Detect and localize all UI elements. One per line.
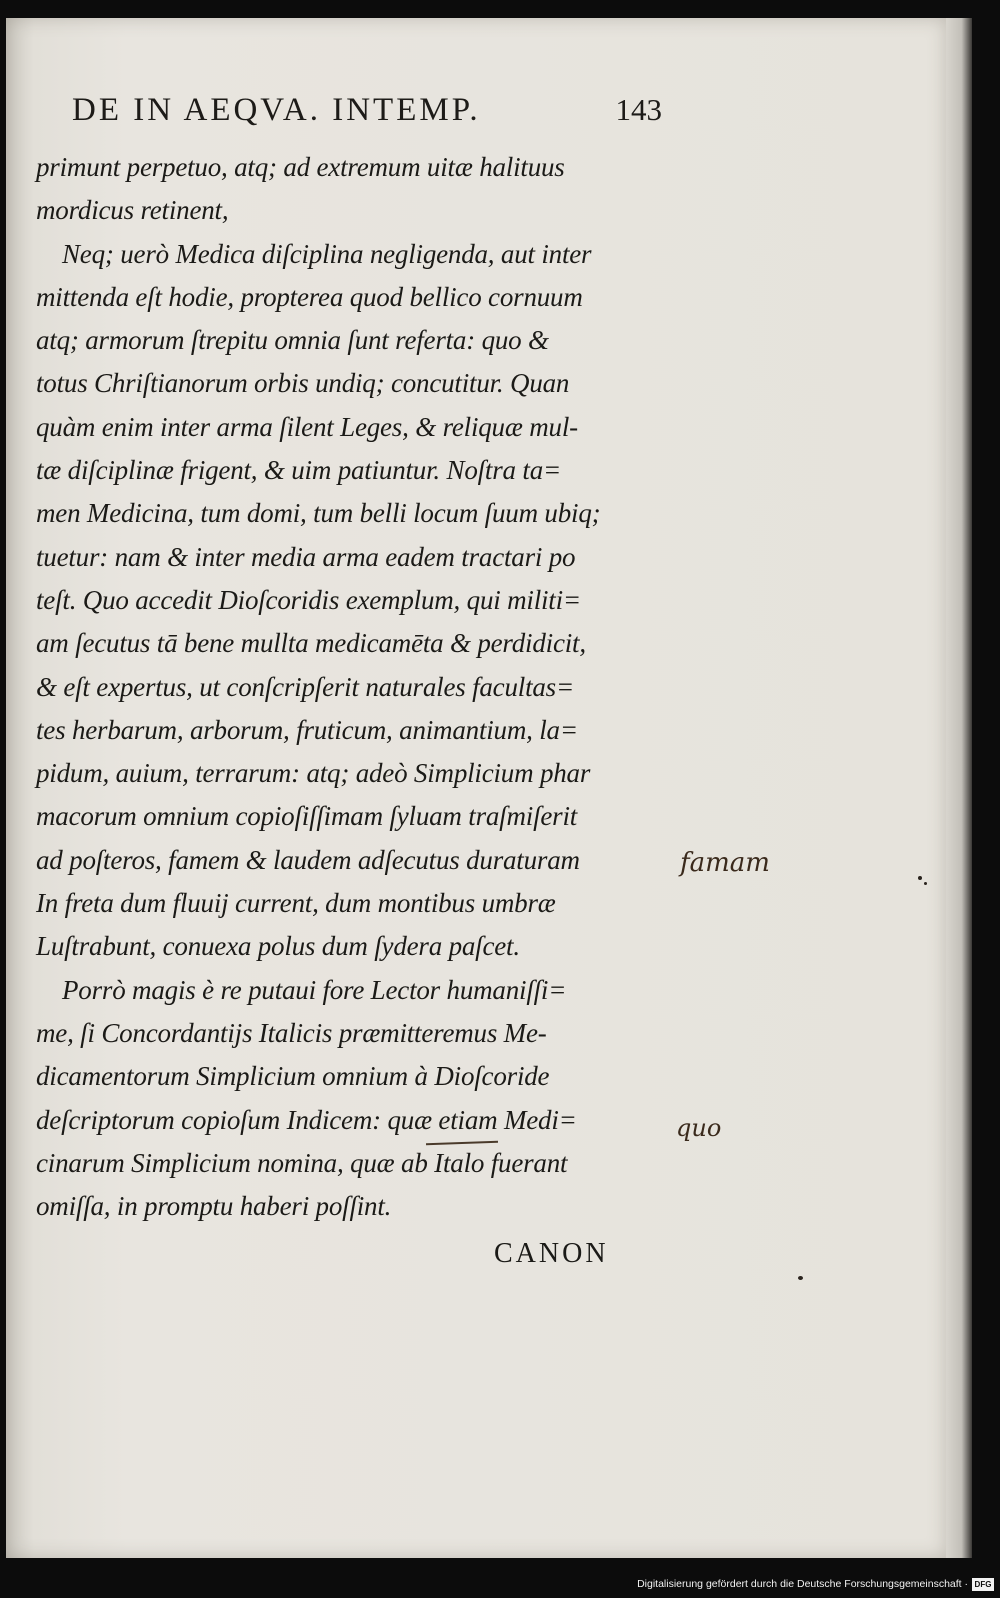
text-line: dicamentorum Simplicium omnium à Dioſcoride	[36, 1061, 550, 1092]
text-line: Neq; uerò Medica diſciplina negligenda, aut inter	[62, 238, 592, 269]
text-line: mordicus retinent,	[36, 195, 229, 226]
ink-speck	[924, 882, 927, 885]
margin-note-fama: famam	[680, 848, 770, 878]
text-line: Luſtrabunt, conuexa polus dum ſydera paſcet.	[36, 931, 520, 962]
text-line: totus Chriſtianorum orbis undiq; concutitur. Quan	[36, 368, 570, 399]
text-line: primunt perpetuo, atq; ad extremum uitæ halituus	[36, 152, 565, 182]
text-line: me, ſi Concordantijs Italicis præmitteremus Me-	[36, 1017, 547, 1048]
text-line: omiſſa, in promptu haberi poſſint.	[36, 1191, 392, 1222]
text-line: men Medicina, tum domi, tum belli locum ſuum ubiq;	[36, 498, 601, 529]
text-line: teſt. Quo accedit Dioſcoridis exemplum, qui militi=	[36, 584, 581, 615]
page-edge	[946, 18, 972, 1558]
text-line: macorum omnium copioſiſſimam ſyluam traſmiſerit	[36, 801, 578, 832]
text-line: tuetur: nam & inter media arma eadem tractari po	[36, 541, 576, 572]
running-head: DE IN AEQVA. INTEMP.	[72, 92, 481, 128]
text-line: ad poſteros, famem & laudem adſecutus duraturam	[36, 844, 580, 875]
text-line: deſcriptorum copioſum Indicem: quæ etiam Medi=	[36, 1104, 577, 1135]
text-line: & eſt expertus, ut conſcripſerit naturales facultas=	[36, 671, 574, 702]
dfg-logo: DFG	[972, 1578, 994, 1591]
text-line: Porrò magis è re putaui fore Lector humaniſſi=	[62, 974, 567, 1005]
text-line: atq; armorum ſtrepitu omnia ſunt referta: quo &	[36, 325, 549, 356]
text-line: tes herbarum, arborum, fruticum, animantium, la=	[36, 714, 578, 745]
margin-note-quo: quo	[676, 1114, 722, 1142]
text-line: pidum, auium, terrarum: atq; adeò Simplicium phar	[36, 758, 591, 789]
text-line: mittenda eſt hodie, propterea quod bellico cornuum	[36, 281, 583, 312]
page-header	[72, 92, 662, 140]
text-line: cinarum Simplicium nomina, quæ ab Italo fuerant	[36, 1147, 568, 1178]
text-line: quàm enim inter arma ſilent Leges, & reliquæ mul-	[36, 411, 578, 442]
text-line: In freta dum fluuij current, dum montibus umbræ	[36, 888, 556, 919]
body-text	[36, 146, 660, 1228]
funding-credit: Digitalisierung gefördert durch die Deutsche Forschungsgemeinschaft ·	[637, 1578, 968, 1590]
text-line: am ſecutus tā bene mullta medicamēta & perdidicit,	[36, 628, 586, 659]
catchword: CANON	[494, 1238, 609, 1269]
text-line: tæ diſciplinæ frigent, & uim patiuntur. Noſtra ta=	[36, 455, 562, 486]
footer-strip	[0, 1564, 1000, 1598]
ink-speck	[798, 1276, 803, 1280]
ink-speck	[918, 876, 922, 880]
page-number: 143	[615, 92, 662, 127]
